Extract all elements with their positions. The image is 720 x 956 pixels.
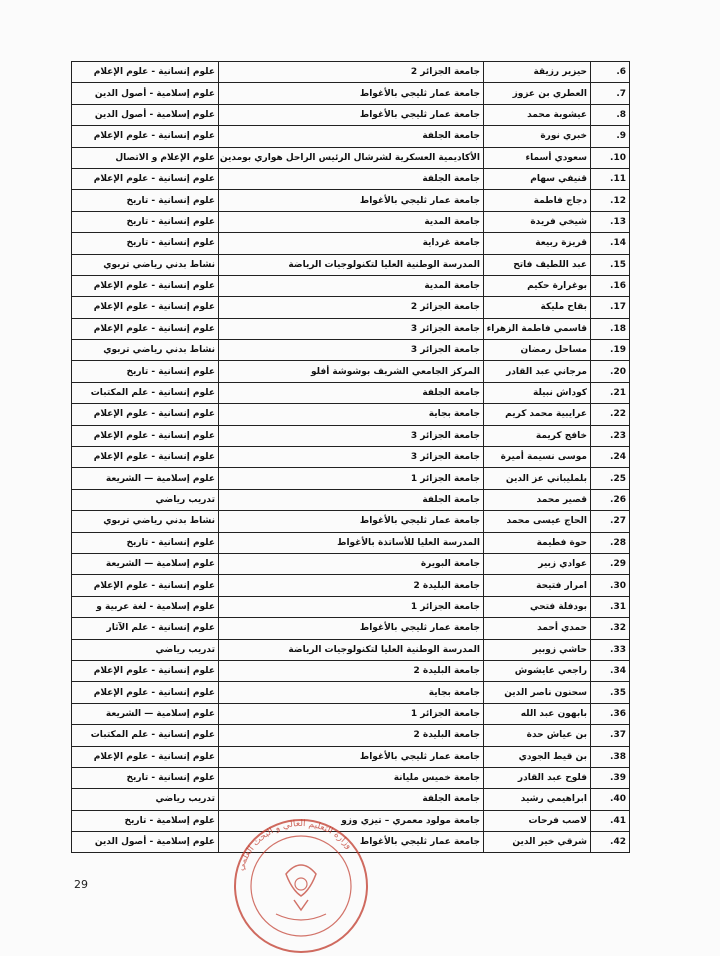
candidate-name: امرار فتيحة xyxy=(484,575,591,596)
candidates-table xyxy=(71,61,630,853)
university-name: جامعة البليدة 2 xyxy=(219,575,484,596)
table-row xyxy=(72,404,630,425)
specialty: علوم إسلامية - أصول الدين xyxy=(72,104,219,125)
row-number: .15 xyxy=(591,254,630,275)
row-number: .14 xyxy=(591,233,630,254)
candidate-name: قنيفي سهام xyxy=(484,168,591,189)
row-number: .9 xyxy=(591,126,630,147)
university-name: المركز الجامعي الشريف بوشوشة أفلو xyxy=(219,361,484,382)
row-number: .18 xyxy=(591,318,630,339)
table-row xyxy=(72,553,630,574)
row-number: .30 xyxy=(591,575,630,596)
university-name: جامعة الجلفة xyxy=(219,168,484,189)
table-row xyxy=(72,639,630,660)
specialty: علوم الإعلام و الاتصال xyxy=(72,147,219,168)
row-number: .35 xyxy=(591,682,630,703)
row-number: .42 xyxy=(591,832,630,853)
university-name: جامعة البليدة 2 xyxy=(219,725,484,746)
specialty: نشاط بدني رياضي تربوي xyxy=(72,511,219,532)
specialty: تدريب رياضي xyxy=(72,489,219,510)
specialty: علوم إنسانية - تاريخ xyxy=(72,233,219,254)
table-row xyxy=(72,660,630,681)
university-name: جامعة عمار ثليجي بالأغواط xyxy=(219,511,484,532)
candidate-name: بن عياش حدة xyxy=(484,725,591,746)
table-row xyxy=(72,468,630,489)
specialty: علوم إسلامية - أصول الدين xyxy=(72,832,219,853)
university-name: المدرسة الوطنية العليا لتكنولوجيات الرياضة xyxy=(219,639,484,660)
candidate-name: سحنون ناصر الدين xyxy=(484,682,591,703)
specialty: علوم إنسانية - علوم الإعلام xyxy=(72,318,219,339)
university-name: جامعة عمار ثليجي بالأغواط xyxy=(219,83,484,104)
university-name: المدرسة العليا للأساتذة بالأغواط xyxy=(219,532,484,553)
table-row xyxy=(72,425,630,446)
row-number: .26 xyxy=(591,489,630,510)
table-row xyxy=(72,275,630,296)
table-row xyxy=(72,810,630,831)
specialty: علوم إنسانية - علوم الإعلام xyxy=(72,682,219,703)
university-name: جامعة الجزائر 2 xyxy=(219,62,484,83)
row-number: .22 xyxy=(591,404,630,425)
university-name: جامعة الجزائر 1 xyxy=(219,468,484,489)
candidate-name: حوة فطيمة xyxy=(484,532,591,553)
stamp-text: وزارة التعليم العالي و البحث العلمي xyxy=(236,818,354,873)
university-name: جامعة مولود معمري – تيزي وزو xyxy=(219,810,484,831)
row-number: .13 xyxy=(591,211,630,232)
candidate-name: قصير محمد xyxy=(484,489,591,510)
table-row xyxy=(72,83,630,104)
specialty: علوم إنسانية - علوم الإعلام xyxy=(72,575,219,596)
candidate-name: كوداش نبيلة xyxy=(484,382,591,403)
row-number: .20 xyxy=(591,361,630,382)
table-row xyxy=(72,447,630,468)
row-number: .10 xyxy=(591,147,630,168)
candidate-name: فلوح عبد القادر xyxy=(484,767,591,788)
table-row xyxy=(72,575,630,596)
table-row xyxy=(72,746,630,767)
university-name: جامعة عمار ثليجي بالأغواط xyxy=(219,746,484,767)
table-row xyxy=(72,211,630,232)
university-name: جامعة الجلفة xyxy=(219,789,484,810)
university-name: جامعة الجزائر 3 xyxy=(219,318,484,339)
row-number: .32 xyxy=(591,618,630,639)
university-name: جامعة البليدة 2 xyxy=(219,660,484,681)
specialty: تدريب رياضي xyxy=(72,639,219,660)
university-name: جامعة الجزائر 1 xyxy=(219,703,484,724)
row-number: .12 xyxy=(591,190,630,211)
table-row xyxy=(72,126,630,147)
row-number: .7 xyxy=(591,83,630,104)
row-number: .24 xyxy=(591,447,630,468)
specialty: علوم إنسانية - تاريخ xyxy=(72,361,219,382)
candidate-name: عيشوبة محمد xyxy=(484,104,591,125)
table-row xyxy=(72,147,630,168)
specialty: علوم إسلامية — الشريعة xyxy=(72,703,219,724)
table-row xyxy=(72,767,630,788)
specialty: علوم إنسانية - علوم الإعلام xyxy=(72,660,219,681)
specialty: تدريب رياضي xyxy=(72,789,219,810)
candidate-name: بوغرارة حكيم xyxy=(484,275,591,296)
specialty: علوم إنسانية - علوم الإعلام xyxy=(72,404,219,425)
row-number: .11 xyxy=(591,168,630,189)
specialty: علوم إسلامية - تاريخ xyxy=(72,810,219,831)
university-name: جامعة الجزائر 3 xyxy=(219,425,484,446)
specialty: علوم إنسانية - علم المكتبات xyxy=(72,725,219,746)
table-row xyxy=(72,725,630,746)
candidate-name: حمدي أحمد xyxy=(484,618,591,639)
university-name: جامعة المدية xyxy=(219,211,484,232)
university-name: جامعة خميس مليانة xyxy=(219,767,484,788)
table-row xyxy=(72,104,630,125)
row-number: .34 xyxy=(591,660,630,681)
candidate-name: بلمليباني عز الدين xyxy=(484,468,591,489)
candidate-name: العطري بن عزوز xyxy=(484,83,591,104)
specialty: علوم إنسانية - علم الآثار xyxy=(72,618,219,639)
table-row xyxy=(72,682,630,703)
row-number: .40 xyxy=(591,789,630,810)
candidate-name: الحاج عيسى محمد xyxy=(484,511,591,532)
row-number: .6 xyxy=(591,62,630,83)
university-name: جامعة غرداية xyxy=(219,233,484,254)
candidate-name: مساحل رمضان xyxy=(484,340,591,361)
row-number: .37 xyxy=(591,725,630,746)
specialty: نشاط بدني رياضي تربوي xyxy=(72,340,219,361)
row-number: .31 xyxy=(591,596,630,617)
specialty: علوم إنسانية - علوم الإعلام xyxy=(72,447,219,468)
table-body xyxy=(72,62,630,853)
university-name: جامعة عمار ثليجي بالأغواط xyxy=(219,618,484,639)
university-name: جامعة المدية xyxy=(219,275,484,296)
candidate-name: مرجاني عبد القادر xyxy=(484,361,591,382)
table-row xyxy=(72,789,630,810)
specialty: علوم إنسانية - علوم الإعلام xyxy=(72,126,219,147)
row-number: .25 xyxy=(591,468,630,489)
table-row xyxy=(72,190,630,211)
row-number: .21 xyxy=(591,382,630,403)
row-number: .16 xyxy=(591,275,630,296)
row-number: .38 xyxy=(591,746,630,767)
specialty: علوم إنسانية - تاريخ xyxy=(72,190,219,211)
university-name: جامعة بجاية xyxy=(219,682,484,703)
specialty: علوم إنسانية - علوم الإعلام xyxy=(72,297,219,318)
university-name: جامعة الجزائر 2 xyxy=(219,297,484,318)
candidate-name: شيخي فريدة xyxy=(484,211,591,232)
candidate-name: خافج كريمة xyxy=(484,425,591,446)
university-name: المدرسة الوطنية العليا لتكنولوجيات الرياضة xyxy=(219,254,484,275)
candidate-name: بودفلة فتحي xyxy=(484,596,591,617)
row-number: .8 xyxy=(591,104,630,125)
table-row xyxy=(72,233,630,254)
candidate-name: خبري نورة xyxy=(484,126,591,147)
page-number: 29 xyxy=(74,878,88,891)
table-row xyxy=(72,297,630,318)
university-name: جامعة الجزائر 3 xyxy=(219,340,484,361)
specialty: علوم إنسانية - علوم الإعلام xyxy=(72,425,219,446)
university-name: جامعة البويرة xyxy=(219,553,484,574)
candidate-name: قاسمي فاطمة الزهراء xyxy=(484,318,591,339)
candidate-name: حاشي زوبير xyxy=(484,639,591,660)
university-name: جامعة عمار ثليجي بالأغواط xyxy=(219,104,484,125)
table-row xyxy=(72,703,630,724)
table-row xyxy=(72,254,630,275)
candidate-name: شرقي خير الدين xyxy=(484,832,591,853)
specialty: علوم إنسانية - تاريخ xyxy=(72,767,219,788)
university-name: الأكاديمية العسكرية لشرشال الرئيس الراحل هواري بومدين xyxy=(219,147,484,168)
specialty: علوم إنسانية - علوم الإعلام xyxy=(72,275,219,296)
candidate-name: عوادي زبير xyxy=(484,553,591,574)
candidate-name: موسى نسيمة أميرة xyxy=(484,447,591,468)
specialty: علوم إسلامية - أصول الدين xyxy=(72,83,219,104)
candidate-name: دجاج فاطمة xyxy=(484,190,591,211)
row-number: .23 xyxy=(591,425,630,446)
row-number: .41 xyxy=(591,810,630,831)
specialty: علوم إسلامية — الشريعة xyxy=(72,553,219,574)
row-number: .36 xyxy=(591,703,630,724)
university-name: جامعة عمار ثليجي بالأغواط xyxy=(219,190,484,211)
specialty: علوم إنسانية - علوم الإعلام xyxy=(72,746,219,767)
specialty: علوم إنسانية - علوم الإعلام xyxy=(72,62,219,83)
candidate-name: بن قيط الجودي xyxy=(484,746,591,767)
specialty: علوم إنسانية - علوم الإعلام xyxy=(72,168,219,189)
candidate-name: عرايبية محمد كريم xyxy=(484,404,591,425)
candidate-name: قريزة ربيعة xyxy=(484,233,591,254)
table-row xyxy=(72,361,630,382)
table-row xyxy=(72,618,630,639)
candidate-name: لاصب فرحات xyxy=(484,810,591,831)
university-name: جامعة الجزائر 3 xyxy=(219,447,484,468)
specialty: نشاط بدني رياضي تربوي xyxy=(72,254,219,275)
table-row xyxy=(72,168,630,189)
row-number: .27 xyxy=(591,511,630,532)
table-row xyxy=(72,489,630,510)
candidate-name: بابهون عبد الله xyxy=(484,703,591,724)
table-row xyxy=(72,532,630,553)
specialty: علوم إسلامية — الشريعة xyxy=(72,468,219,489)
university-name: جامعة الجزائر 1 xyxy=(219,596,484,617)
table-row xyxy=(72,382,630,403)
university-name: جامعة الجلفة xyxy=(219,489,484,510)
candidate-name: راجعي عايشوش xyxy=(484,660,591,681)
table-row xyxy=(72,318,630,339)
candidate-name: سعودي أسماء xyxy=(484,147,591,168)
candidate-name: حيزير رزيقة xyxy=(484,62,591,83)
row-number: .39 xyxy=(591,767,630,788)
specialty: علوم إنسانية - تاريخ xyxy=(72,211,219,232)
university-name: جامعة الجلفة xyxy=(219,126,484,147)
row-number: .17 xyxy=(591,297,630,318)
university-name: جامعة عمار ثليجي بالأغواط xyxy=(219,832,484,853)
row-number: .33 xyxy=(591,639,630,660)
candidate-name: بقاح مليكة xyxy=(484,297,591,318)
stamp-emblem xyxy=(276,865,326,920)
university-name: جامعة الجلفة xyxy=(219,382,484,403)
specialty: علوم إسلامية - لغة عربية و xyxy=(72,596,219,617)
candidate-name: ابراهيمي رشيد xyxy=(484,789,591,810)
table-row xyxy=(72,340,630,361)
candidate-name: عبد اللطيف فاتح xyxy=(484,254,591,275)
university-name: جامعة بجاية xyxy=(219,404,484,425)
specialty: علوم إنسانية - تاريخ xyxy=(72,532,219,553)
row-number: .19 xyxy=(591,340,630,361)
specialty: علوم إنسانية - علم المكتبات xyxy=(72,382,219,403)
row-number: .28 xyxy=(591,532,630,553)
table-row xyxy=(72,62,630,83)
table-row xyxy=(72,832,630,853)
row-number: .29 xyxy=(591,553,630,574)
table-row xyxy=(72,596,630,617)
table-row xyxy=(72,511,630,532)
